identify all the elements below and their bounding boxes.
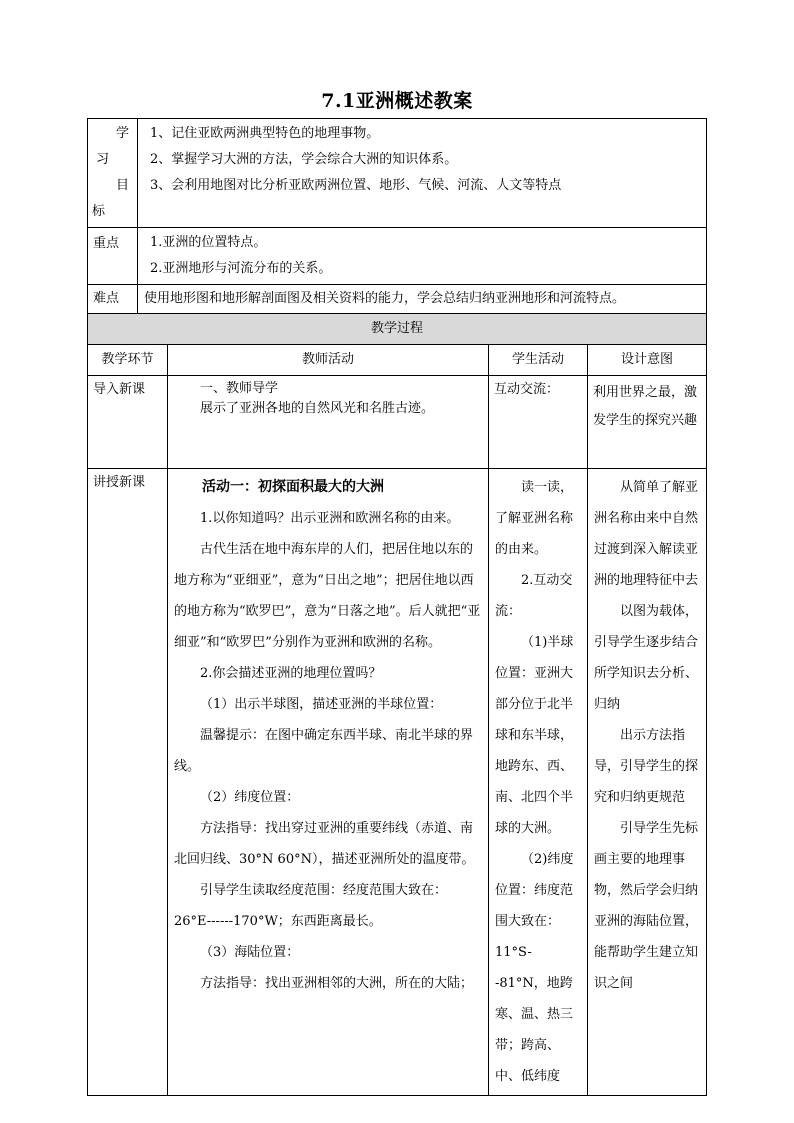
intro-intent: 利用世界之最，激发学生的探究兴趣 [588, 376, 707, 469]
lecture-intent: 从简单了解亚洲名称由来中自然过渡到深入解读亚洲的地理特征中去 以图为载体，引导学生逐步结合所学知识去分析、归纳 出示方法指导，引导学生的探究和归纳更规范 引导学生先标画主要的地理事物，然后学会归纳亚洲的海陆位置，能帮助学生建立知识之间 [588, 469, 707, 1096]
intro-student: 互动交流： [489, 376, 588, 469]
objectives-row [88, 119, 707, 228]
lecture-student: 读一读，了解亚洲名称的由来。 2.互动交流： （1)半球位置：亚洲大部分位于北半球和东半球，地跨东、西、南、北四个半球的大洲。 （2)纬度位置：纬度范围大致在：11°S--81°N，地跨寒、温、热三带；跨高、中、低纬度 [489, 469, 588, 1096]
column-header-stage: 教学环节 [88, 345, 168, 376]
objective-item: 2、掌握学习大洲的方法，学会综合大洲的知识体系。 [150, 152, 458, 167]
objective-item: 1、记住亚欧两洲典型特色的地理事物。 [150, 126, 380, 141]
intro-teacher: 一、教师导学 展示了亚洲各地的自然风光和名胜古迹。 [168, 376, 489, 469]
document-title: 7.1亚洲概述教案 [321, 90, 473, 112]
column-header-intent: 设计意图 [588, 345, 707, 376]
activity-heading: 活动一：初探面积最大的大洲 [202, 479, 384, 495]
objectives-content [138, 119, 707, 228]
key-points-content [138, 228, 707, 285]
lecture-row [88, 469, 707, 1096]
objective-item: 3、会利用地图对比分析亚欧两洲位置、地形、气候、河流、人文等特点 [150, 178, 562, 193]
column-header-row [88, 345, 707, 376]
process-header: 教学过程 [88, 314, 707, 345]
column-header-teacher: 教师活动 [168, 345, 489, 376]
difficulty-label: 难点 [88, 285, 138, 314]
key-point-item: 2.亚洲地形与河流分布的关系。 [150, 261, 332, 276]
process-header-row [88, 314, 707, 345]
column-header-student: 学生活动 [489, 345, 588, 376]
lecture-stage: 讲授新课 [88, 469, 168, 1096]
lesson-plan-table [87, 118, 707, 1096]
difficulty-row [88, 285, 707, 314]
intro-row [88, 376, 707, 469]
key-points-row [88, 228, 707, 285]
key-points-label: 重点 [88, 228, 138, 285]
difficulty-text: 使用地形图和地形解剖面图及相关资料的能力，学会总结归纳亚洲地形和河流特点。 [138, 285, 707, 314]
intro-stage: 导入新课 [88, 376, 168, 469]
key-point-item: 1.亚洲的位置特点。 [150, 235, 267, 250]
objectives-label: 学 习 目 标 [88, 119, 138, 228]
lecture-teacher: 活动一：初探面积最大的大洲 1.以你知道吗？出示亚洲和欧洲名称的由来。 古代生活在地中海东岸的人们，把居住地以东的地方称为“亚细亚”，意为“日出之地”；把居住地以西的地方称为“欧罗巴”，意为“日落之地”。后人就把“亚细亚”和“欧罗巴”分别作为亚洲和欧洲的名称。 2.你会描述亚洲的地理位置吗？ （1）出示半球图，描述亚洲的半球位置： 温馨提示：在图中确定东西半球、南北半球的界线。 （2）纬度位置： 方法指导：找出穿过亚洲的重要纬线（赤道、南北回归线、30°N 60°N），描述亚洲所处的温度带。 引导学生读取经度范围：经度范围大致在：26°E------170°W；东西距离最长。 （3）海陆位置： 方法指导：找出亚洲相邻的大洲，所在的大陆； [168, 469, 489, 1096]
